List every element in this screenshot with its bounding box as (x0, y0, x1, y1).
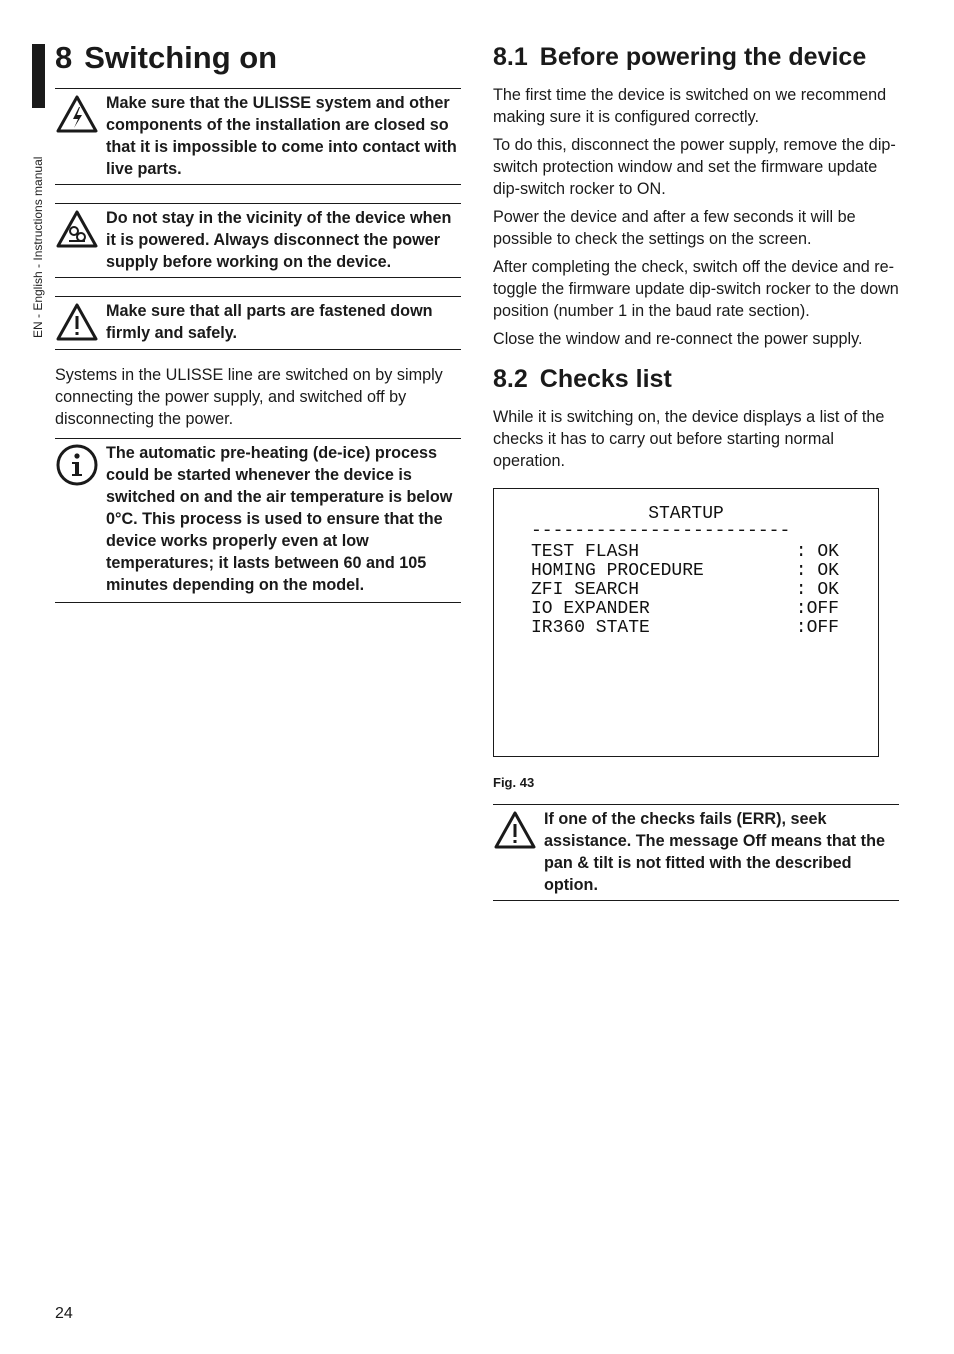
warning-notice-moving-parts (55, 203, 461, 278)
info-notice (55, 438, 461, 603)
row-value: :OFF (795, 618, 839, 638)
subsection-number: 8.2 (493, 365, 528, 393)
screen-row (531, 581, 839, 600)
paragraph: While it is switching on, the device displays a list of the checks it has to carry out before starting normal operation. (493, 408, 885, 470)
startup-screen-figure (493, 488, 879, 757)
row-value: : OK (795, 580, 839, 600)
screen-row (531, 619, 839, 638)
moving-parts-hazard-icon (55, 208, 99, 252)
screen-row (531, 600, 839, 619)
section-number: 8 (55, 40, 73, 75)
paragraph: After completing the check, switch off the device and re-toggle the firmware update dip-switch rocker to the down position (number 1 in the baud rate section). (493, 258, 899, 320)
screen-title: STARTUP (648, 504, 724, 524)
left-column (55, 38, 461, 603)
row-label: IR360 STATE (531, 618, 650, 638)
warning-notice-fastening (55, 296, 461, 350)
row-value: :OFF (795, 599, 839, 619)
row-label: IO EXPANDER (531, 599, 650, 619)
paragraph: Close the window and re-connect the power supply. (493, 330, 863, 348)
subsection-title: Before powering the device (539, 43, 867, 71)
screen-row (531, 562, 839, 581)
subsection-heading-2 (493, 360, 899, 398)
screen-row (531, 543, 839, 562)
warning-text: Make sure that all parts are fastened down firmly and safely. (106, 302, 433, 342)
screen-rows (531, 543, 839, 638)
row-label: ZFI SEARCH (531, 580, 640, 600)
row-label: TEST FLASH (531, 542, 640, 562)
warning-icon (493, 809, 537, 853)
warning-text: If one of the checks fails (ERR), seek assistance. The message Off means that the pan & tilt is not fitted with the described option. (544, 810, 885, 894)
warning-text: Do not stay in the vicinity of the device when it is powered. Always disconnect the power supply before working on the device. (106, 209, 452, 271)
side-label: EN - English - Instructions manual (31, 156, 45, 338)
right-column (493, 38, 899, 901)
warning-icon (55, 301, 99, 345)
warning-text: Make sure that the ULISSE system and other components of the installation are closed so that it is impossible to come into contact with live parts. (106, 94, 457, 178)
info-icon (55, 443, 99, 487)
screen-separator: ------------------------ (531, 522, 791, 541)
row-label: HOMING PROCEDURE (531, 561, 704, 581)
paragraph: The first time the device is switched on we recommend making sure it is configured correctly. (493, 86, 887, 126)
warning-notice-electric (55, 88, 461, 185)
row-value: : OK (795, 561, 839, 581)
paragraph: Power the device and after a few seconds it will be possible to check the settings on the screen. (493, 208, 856, 248)
body-paragraph: Systems in the ULISSE line are switched on by simply connecting the power supply, and switched off by disconnecting the power. (55, 366, 443, 428)
section-title: Switching on (84, 40, 278, 75)
subsection-number: 8.1 (493, 43, 528, 71)
electric-hazard-icon (55, 93, 99, 137)
side-tab-marker (32, 44, 45, 108)
paragraph: To do this, disconnect the power supply, remove the dip-switch protection window and set the firmware update dip-switch rocker to ON. (493, 136, 896, 198)
figure-caption: Fig. 43 (493, 775, 535, 790)
info-text: The automatic pre-heating (de-ice) process could be started whenever the device is switched on and the air temperature is below 0°C. This process is used to ensure that the device works properly even at low temperatures; it lasts between 60 and 105 minutes depending on the model. (106, 444, 453, 594)
subsection-heading-1 (493, 38, 899, 76)
page-number: 24 (55, 1305, 73, 1322)
row-value: : OK (795, 542, 839, 562)
subsection-title: Checks list (539, 365, 672, 393)
warning-notice-checks (493, 804, 899, 901)
section-heading (55, 38, 461, 78)
